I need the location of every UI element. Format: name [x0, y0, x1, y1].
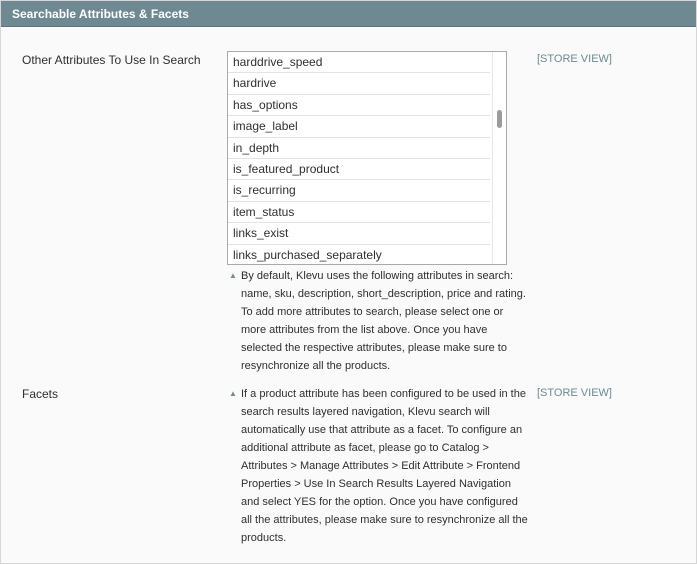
facets-note-text: If a product attribute has been configured to be used in the search results layered navigation, Klevu search will automatically use that attribute as a facet. To configure an additional attribute as facet, please go to Catalog > Attributes > Manage Attributes > Edit Attribute > Frontend Properties > Use In Search Results Layered Navigation and select YES for the option. Once you have configured all the attributes, please make sure to resynchronize all the products.: [241, 388, 528, 544]
multiselect-option[interactable]: has_options: [228, 95, 490, 116]
multiselect-option[interactable]: links_purchased_separately: [228, 245, 490, 265]
search-attributes-multiselect[interactable]: [227, 51, 507, 265]
multiselect-option[interactable]: image_label: [228, 116, 490, 137]
option-list: [228, 52, 506, 265]
search-attributes-scope: [STORE VIEW]: [537, 53, 612, 65]
triangle-up-icon: ▲: [229, 271, 237, 280]
multiselect-option[interactable]: harddrive_speed: [228, 52, 490, 73]
multiselect-option[interactable]: links_exist: [228, 223, 490, 244]
panel-title: Searchable Attributes & Facets: [12, 7, 189, 21]
facets-note: [229, 385, 529, 547]
multiselect-option[interactable]: is_featured_product: [228, 159, 490, 180]
multiselect-scrollbar[interactable]: [492, 52, 506, 264]
multiselect-option[interactable]: hardrive: [228, 73, 490, 94]
multiselect-option[interactable]: in_depth: [228, 138, 490, 159]
search-attributes-note: [229, 267, 529, 375]
panel-header[interactable]: [1, 1, 696, 27]
multiselect-option[interactable]: item_status: [228, 202, 490, 223]
triangle-up-icon: ▲: [229, 389, 237, 398]
facets-scope: [STORE VIEW]: [537, 387, 612, 399]
facets-label: Facets: [22, 387, 59, 401]
search-attributes-note-text: By default, Klevu uses the following attributes in search: name, sku, description, short_description, price and rating. To add more attributes to search, please select one or more attributes from the list above. Once you have selected the respective attributes, please make sure to resynchronize all the products.: [241, 270, 526, 372]
search-attributes-label: Other Attributes To Use In Search: [22, 53, 201, 67]
multiselect-option[interactable]: is_recurring: [228, 180, 490, 201]
scrollbar-thumb[interactable]: [497, 110, 502, 128]
